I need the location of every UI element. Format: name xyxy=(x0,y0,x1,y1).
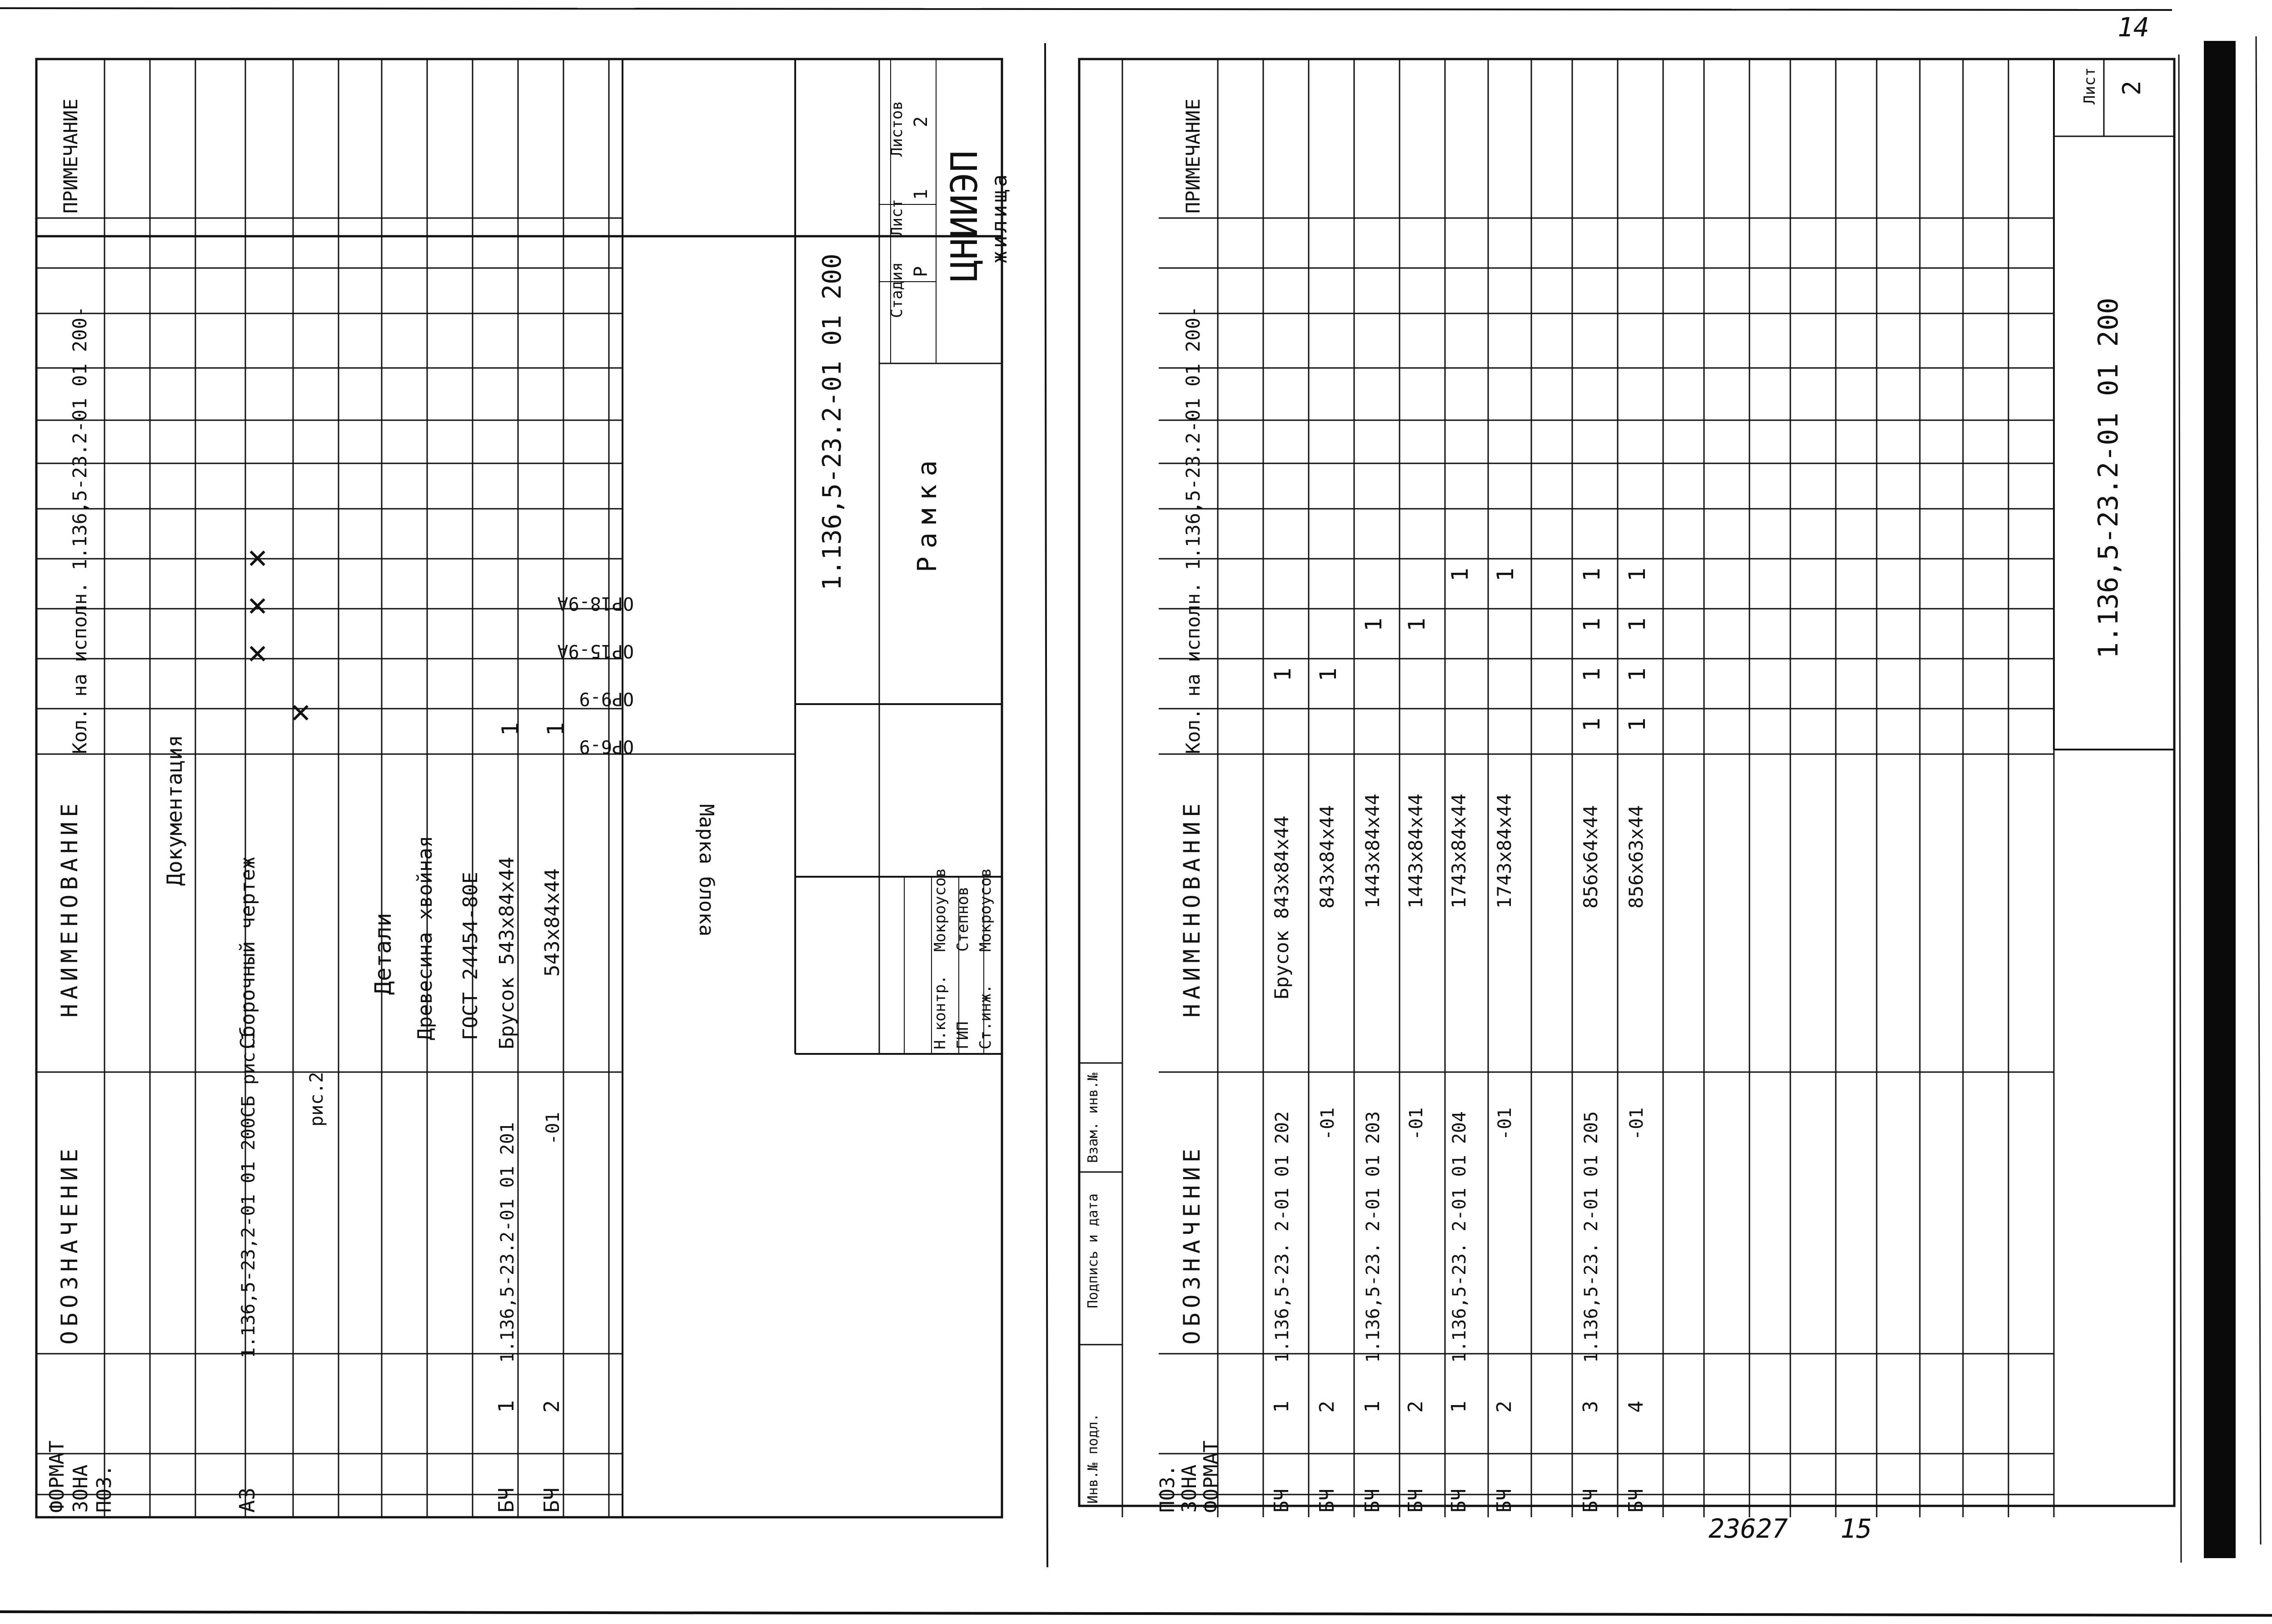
table-row-left-1-name: Сборочный чертеж xyxy=(236,857,259,1049)
table-row-left-0-name: Документация xyxy=(162,735,187,886)
variant-mark: 1 xyxy=(1624,617,1650,631)
table-row-right-1-desig: -01 xyxy=(1317,1107,1338,1140)
table-row-right-8-name: 856х63х44 xyxy=(1625,805,1647,909)
table-row-right-7-format: БЧ xyxy=(1579,1489,1602,1513)
table-row-right-0-desig: 1.136,5-23. 2-01 01 202 xyxy=(1272,1111,1293,1363)
signer-name-2: Степнов xyxy=(954,886,972,952)
table-row-right-1-format: БЧ xyxy=(1315,1489,1339,1513)
signer-name-3: Мокроусов xyxy=(977,868,995,952)
table-row-right-4-pos: 1 xyxy=(1447,1401,1470,1413)
variant-mark: 1 xyxy=(1315,667,1341,681)
table-row-right-2-desig: 1.136,5-23. 2-01 01 203 xyxy=(1363,1111,1384,1363)
table-row-right-2-format: БЧ xyxy=(1361,1489,1384,1513)
variant-mark: 1 xyxy=(1579,567,1605,581)
header-format-right: ФОРМАТ xyxy=(1200,1440,1223,1513)
table-row-right-0-name: Брусок 843х84х44 xyxy=(1271,815,1293,999)
table-row-left-6-desig: 1.136,5-23.2-01 01 201 xyxy=(497,1122,518,1363)
header-format-left: ФОРМАТ xyxy=(45,1440,69,1513)
table-row-left-2-desig: рис.2 xyxy=(306,1072,327,1127)
variant-mark: 1 xyxy=(1579,617,1605,631)
table-row-right-5-name: 1743х84х44 xyxy=(1493,794,1515,909)
variant-mark: ✕ xyxy=(248,633,268,671)
block-mark-2: ОР9-9 xyxy=(579,688,634,709)
variant-mark: 1 xyxy=(1579,667,1605,681)
archive-number: 23627 xyxy=(1709,1513,1788,1544)
table-row-right-3-format: БЧ xyxy=(1404,1489,1427,1513)
right-sheet-value: 2 xyxy=(2118,80,2146,95)
block-mark-1: ОР6-9 xyxy=(579,736,634,757)
right-sheet-label: Лист xyxy=(2081,67,2099,104)
variant-mark: 1 xyxy=(1360,617,1387,631)
table-row-left-3-name: Детали xyxy=(370,913,396,995)
stage-label: Стадия xyxy=(888,262,906,318)
table-row-right-7-desig: 1.136,5-23. 2-01 01 205 xyxy=(1581,1111,1602,1363)
header-qty-left: Кол. на исполн. 1.136,5-23.2-01 01 200- xyxy=(69,306,91,754)
block-label: Марка блока xyxy=(695,804,718,937)
table-row-left-7-desig: -01 xyxy=(543,1112,563,1145)
table-row-left-6-pos: 1 xyxy=(494,1400,518,1413)
table-row-right-8-format: БЧ xyxy=(1624,1489,1648,1513)
variant-mark: 1 xyxy=(497,722,523,736)
header-qty-right: Кол. на исполн. 1.136,5-23.2-01 01 200- xyxy=(1182,306,1204,754)
header-zone-right: ЗОНА xyxy=(1178,1465,1201,1513)
table-row-right-4-desig: 1.136,5-23. 2-01 01 204 xyxy=(1449,1111,1470,1363)
header-name-right: НАИМЕНОВАНИЕ xyxy=(1179,799,1205,1018)
signer-role-1: Н.контр. xyxy=(931,975,949,1049)
header-designation-left: ОБОЗНАЧЕНИЕ xyxy=(56,1144,83,1345)
sheets-value: 2 xyxy=(911,116,932,127)
table-row-left-7-name: 543х84х44 xyxy=(541,868,564,977)
variant-mark: 1 xyxy=(1447,567,1473,581)
right-code: 1.136,5-23.2-01 01 200 xyxy=(2093,298,2124,659)
table-row-right-0-format: БЧ xyxy=(1270,1489,1293,1513)
table-row-right-3-desig: -01 xyxy=(1406,1107,1427,1140)
table-row-right-2-pos: 1 xyxy=(1361,1401,1384,1413)
variant-mark: 1 xyxy=(1270,667,1296,681)
table-row-left-1-format: А3 xyxy=(235,1487,259,1513)
side-stamp-1: Инв.№ подл. xyxy=(1085,1413,1101,1504)
table-row-right-3-name: 1443х84х44 xyxy=(1405,794,1427,909)
table-row-right-5-desig: -01 xyxy=(1495,1107,1515,1140)
variant-mark: 1 xyxy=(1624,667,1650,681)
signer-role-3: Ст.инж. xyxy=(977,984,995,1049)
table-row-right-1-name: 843х84х44 xyxy=(1316,805,1338,909)
title-block-title: Рамка xyxy=(912,452,942,572)
table-row-left-4-name: Древесина хвойная xyxy=(414,835,437,1040)
variant-mark: 1 xyxy=(1624,717,1650,731)
signer-role-2: ГИП xyxy=(954,1021,972,1049)
table-row-left-5-name: ГОСТ 24454-80Е xyxy=(459,872,482,1040)
table-row-right-5-pos: 2 xyxy=(1493,1401,1516,1413)
side-stamp-2: Подпись и дата xyxy=(1085,1193,1101,1308)
table-row-left-7-pos: 2 xyxy=(539,1400,564,1413)
org-name-2: жилища xyxy=(987,171,1011,263)
header-zone-left: ЗОНА xyxy=(69,1465,92,1513)
table-row-right-4-name: 1743х84х44 xyxy=(1448,794,1470,909)
sheets-label: Листов xyxy=(888,101,906,157)
variant-mark: 1 xyxy=(1492,567,1519,581)
table-row-left-1-desig: 1.136,5-23,2-01 01 200СБ рис.1 xyxy=(238,1030,259,1358)
side-stamp-3: Взам. инв.№ xyxy=(1085,1073,1101,1163)
org-name: ЦНИИЭП xyxy=(943,150,986,282)
header-note-left: ПРИМЕЧАНИЕ xyxy=(60,99,82,214)
table-row-right-7-pos: 3 xyxy=(1579,1401,1602,1413)
stage-value: Р xyxy=(911,266,932,277)
table-row-left-6-format: БЧ xyxy=(494,1487,518,1513)
header-pos-left: ПОЗ. xyxy=(93,1465,116,1513)
table-row-left-6-name: Брусок 543х84х44 xyxy=(495,857,518,1049)
table-row-right-2-name: 1443х84х44 xyxy=(1361,794,1384,909)
variant-mark: 1 xyxy=(1404,617,1430,631)
scan-bleed-strip xyxy=(2204,41,2236,1558)
variant-mark: ✕ xyxy=(291,692,311,730)
table-row-right-4-format: БЧ xyxy=(1447,1489,1470,1513)
variant-mark: 1 xyxy=(543,722,569,736)
table-row-right-8-desig: -01 xyxy=(1626,1107,1647,1140)
table-row-left-7-format: БЧ xyxy=(539,1487,564,1513)
block-mark-4: ОР18-9А xyxy=(557,593,634,614)
table-row-right-8-pos: 4 xyxy=(1624,1401,1648,1413)
header-note-right: ПРИМЕЧАНИЕ xyxy=(1182,99,1204,214)
variant-mark: ✕ xyxy=(248,585,268,623)
archive-page: 15 xyxy=(1840,1513,1872,1544)
title-block-code: 1.136,5-23.2-01 01 200 xyxy=(817,253,847,591)
signer-name-1: Мокроусов xyxy=(931,868,949,952)
table-row-right-0-pos: 1 xyxy=(1270,1401,1293,1413)
sheet-value: 1 xyxy=(911,189,932,200)
variant-mark: 1 xyxy=(1579,717,1605,731)
table-row-right-5-format: БЧ xyxy=(1493,1489,1516,1513)
variant-mark: 1 xyxy=(1624,567,1650,581)
variant-mark: ✕ xyxy=(248,537,268,576)
table-row-right-7-name: 856х64х44 xyxy=(1579,805,1602,909)
table-row-right-1-pos: 2 xyxy=(1315,1401,1339,1413)
block-mark-3: ОР15-9А xyxy=(557,641,634,661)
header-name-left: НАИМЕНОВАНИЕ xyxy=(56,799,83,1018)
sheet-label: Лист xyxy=(888,199,906,236)
table-row-right-3-pos: 2 xyxy=(1404,1401,1427,1413)
page-number: 14 xyxy=(2118,12,2149,43)
header-designation-right: ОБОЗНАЧЕНИЕ xyxy=(1179,1144,1205,1345)
header-pos-right: ПОЗ. xyxy=(1156,1465,1179,1513)
